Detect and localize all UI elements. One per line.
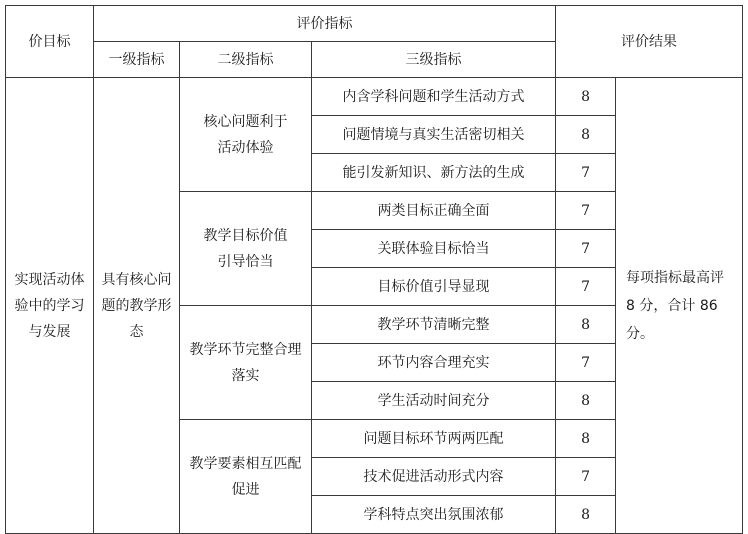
level2-cell: 核心问题利于活动体验 [180, 78, 312, 192]
score-cell: 7 [556, 192, 616, 230]
level3-cell: 内含学科问题和学生活动方式 [312, 78, 556, 116]
level3-cell: 学科特点突出氛围浓郁 [312, 496, 556, 534]
score-cell: 7 [556, 458, 616, 496]
score-cell: 7 [556, 154, 616, 192]
score-cell: 7 [556, 344, 616, 382]
score-cell: 8 [556, 496, 616, 534]
header-level2: 二级指标 [180, 42, 312, 78]
header-indicators: 评价指标 [94, 6, 556, 42]
level3-cell: 技术促进活动形式内容 [312, 458, 556, 496]
level1-cell: 具有核心问题的教学形态 [94, 78, 180, 534]
level3-cell: 两类目标正确全面 [312, 192, 556, 230]
score-cell: 8 [556, 420, 616, 458]
level3-cell: 学生活动时间充分 [312, 382, 556, 420]
score-cell: 8 [556, 116, 616, 154]
level3-cell: 目标价值引导显现 [312, 268, 556, 306]
level2-cell: 教学要素相互匹配促进 [180, 420, 312, 534]
score-cell: 7 [556, 230, 616, 268]
table-row [6, 78, 743, 116]
score-cell: 8 [556, 306, 616, 344]
level3-cell: 关联体验目标恰当 [312, 230, 556, 268]
score-cell: 8 [556, 78, 616, 116]
level3-cell: 问题目标环节两两匹配 [312, 420, 556, 458]
header-result: 评价结果 [556, 6, 743, 78]
level3-cell: 问题情境与真实生活密切相关 [312, 116, 556, 154]
result-cell: 每项指标最高评 8 分，合计 86 分。 [616, 78, 743, 534]
header-level1: 一级指标 [94, 42, 180, 78]
level2-cell: 教学目标价值引导恰当 [180, 192, 312, 306]
goal-cell: 实现活动体验中的学习与发展 [6, 78, 94, 534]
header-goal: 价目标 [6, 6, 94, 78]
score-cell: 8 [556, 382, 616, 420]
header-level3: 三级指标 [312, 42, 556, 78]
level2-cell: 教学环节完整合理落实 [180, 306, 312, 420]
level3-cell: 教学环节清晰完整 [312, 306, 556, 344]
level3-cell: 环节内容合理充实 [312, 344, 556, 382]
level3-cell: 能引发新知识、新方法的生成 [312, 154, 556, 192]
score-cell: 7 [556, 268, 616, 306]
header-row-1 [6, 6, 743, 42]
evaluation-table [5, 5, 743, 534]
